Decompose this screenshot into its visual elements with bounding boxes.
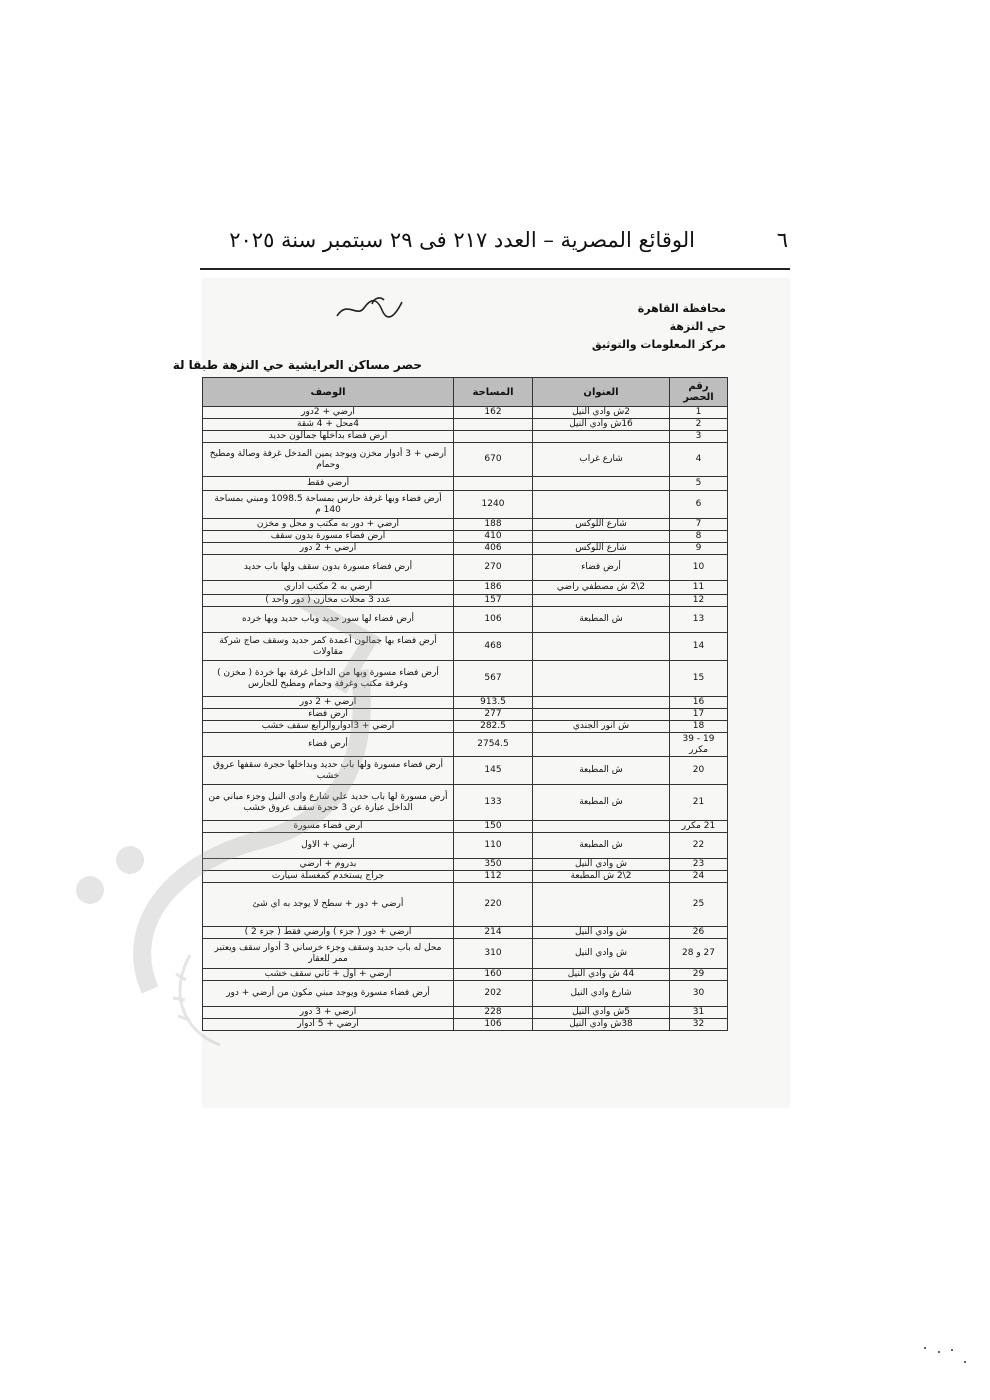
row-description-cell: أرض فضاء مسورة وبها من الداخل غرفة بها خردة ( مخزن ) وغرفة مكتب وغرفة وحمام ومطبخ للحارس	[203, 661, 454, 697]
row-description-cell: أرض فضاء مسورة	[203, 821, 454, 833]
row-area-cell: 150	[454, 821, 533, 833]
row-number-cell: 15	[670, 661, 728, 697]
row-address-cell: أرض فضاء	[533, 555, 670, 581]
row-address-cell: 38ش وادي النيل	[533, 1019, 670, 1031]
row-description-cell: أرضي + 3أدواروالرابع سقف خشب	[203, 721, 454, 733]
row-address-cell	[533, 595, 670, 607]
table-row	[203, 407, 728, 419]
page-number: ٦	[776, 228, 788, 252]
row-description-cell: أرض فضاء مسورة ويوجد مبني مكون من أرضي + دور	[203, 981, 454, 1007]
row-area-cell: 310	[454, 939, 533, 969]
row-address-cell: شارع اللوكس	[533, 543, 670, 555]
gazette-title: الوقائع المصرية – العدد ٢١٧ فى ٢٩ سبتمبر سنة ٢٠٢٥	[229, 228, 695, 252]
row-number-cell: 20	[670, 757, 728, 785]
row-description-cell: أرضي + دور به مكتب و محل و مخزن	[203, 519, 454, 531]
row-area-cell: 270	[454, 555, 533, 581]
table-row	[203, 491, 728, 519]
row-area-cell: 110	[454, 833, 533, 859]
row-description-cell: أرضي + الاول	[203, 833, 454, 859]
row-description-cell: بدروم + أرضي	[203, 859, 454, 871]
row-description-cell: عدد 3 محلات مخازن ( دور واحد )	[203, 595, 454, 607]
table-row	[203, 431, 728, 443]
org-center: مركز المعلومات والتوثيق	[591, 338, 726, 351]
table-row	[203, 543, 728, 555]
row-area-cell	[454, 431, 533, 443]
row-description-cell: أرضي + 2دور	[203, 407, 454, 419]
row-area-cell: 220	[454, 883, 533, 927]
row-description-cell: أرض فضاء بها جمالون أعمدة كمر حديد وسقف صاج شركة مقاولات	[203, 633, 454, 661]
row-area-cell: 112	[454, 871, 533, 883]
row-address-cell: 2ش وادي النيل	[533, 407, 670, 419]
row-number-cell: 21	[670, 785, 728, 821]
row-description-cell: أرضي + دور + سطح لا يوجد به اي شئ	[203, 883, 454, 927]
row-number-cell: 21 مكرر	[670, 821, 728, 833]
row-address-cell: ش وادي النيل	[533, 859, 670, 871]
row-address-cell: شارع غراب	[533, 443, 670, 477]
row-area-cell: 670	[454, 443, 533, 477]
row-area-cell: 410	[454, 531, 533, 543]
row-description-cell: أرض فضاء وبها غرفة حارس بمساحة 1098.5 ومبني بمساحة 140 م	[203, 491, 454, 519]
row-number-cell: 11	[670, 581, 728, 595]
row-description-cell: أرض مسورة لها باب حديد علي شارع وادي النيل وجزء مباني من الداخل عبارة عن 3 حجرة سقف عروق خشب	[203, 785, 454, 821]
row-description-cell: أرضي فقط	[203, 477, 454, 491]
gazette-header	[200, 222, 790, 270]
row-number-cell: 19 - 39 مكرر	[670, 733, 728, 757]
row-area-cell: 277	[454, 709, 533, 721]
row-number-cell: 23	[670, 859, 728, 871]
table-row	[203, 477, 728, 491]
row-number-cell: 7	[670, 519, 728, 531]
row-description-cell: أرضي + 2 دور	[203, 697, 454, 709]
row-area-cell: 162	[454, 407, 533, 419]
row-number-cell: 31	[670, 1007, 728, 1019]
row-number-cell: 26	[670, 927, 728, 939]
row-number-cell: 12	[670, 595, 728, 607]
row-area-cell: 157	[454, 595, 533, 607]
row-area-cell: 228	[454, 1007, 533, 1019]
row-number-cell: 17	[670, 709, 728, 721]
org-district: حي النزهة	[669, 320, 726, 333]
scan-marks	[917, 1338, 977, 1378]
row-address-cell	[533, 477, 670, 491]
header-area: المساحة	[454, 378, 533, 407]
row-area-cell: 350	[454, 859, 533, 871]
row-address-cell: ش المطبعة	[533, 785, 670, 821]
row-number-cell: 10	[670, 555, 728, 581]
row-area-cell: 282.5	[454, 721, 533, 733]
row-area-cell: 106	[454, 1019, 533, 1031]
row-number-cell: 29	[670, 969, 728, 981]
wreath-emblem	[160, 950, 240, 1050]
row-number-cell: 25	[670, 883, 728, 927]
row-area-cell: 2754.5	[454, 733, 533, 757]
row-address-cell: ش المطبعة	[533, 757, 670, 785]
row-number-cell: 24	[670, 871, 728, 883]
row-description-cell: جراج يستخدم كمغسلة سيارت	[203, 871, 454, 883]
row-description-cell: أرضي + 3 دور	[203, 1007, 454, 1019]
row-description-cell: أرض فضاء مسورة بدون سقف ولها باب حديد	[203, 555, 454, 581]
row-area-cell: 567	[454, 661, 533, 697]
row-address-cell	[533, 883, 670, 927]
row-number-cell: 16	[670, 697, 728, 709]
row-description-cell: أرض فضاء	[203, 733, 454, 757]
row-address-cell: 44 ش وادي النيل	[533, 969, 670, 981]
row-area-cell: 913.5	[454, 697, 533, 709]
row-number-cell: 3	[670, 431, 728, 443]
row-address-cell: ش المطبعة	[533, 607, 670, 633]
row-description-cell: أرضي + 2 دور	[203, 543, 454, 555]
row-address-cell: شارع وادي النيل	[533, 981, 670, 1007]
table-header-row	[203, 378, 728, 407]
row-address-cell	[533, 531, 670, 543]
table-row	[203, 531, 728, 543]
table-row	[203, 1019, 728, 1031]
row-number-cell: 13	[670, 607, 728, 633]
row-number-cell: 2	[670, 419, 728, 431]
row-description-cell: أرض فضاء لها سور حديد وباب حديد وبها خرده	[203, 607, 454, 633]
header-description: الوصف	[203, 378, 454, 407]
row-description-cell: أرضي + 5 أدوار	[203, 1019, 454, 1031]
row-area-cell: 188	[454, 519, 533, 531]
row-description-cell: محل له باب حديد وسقف وجزء خرساني 3 أدوار سقف ويعتبر ممر للعقار	[203, 939, 454, 969]
row-number-cell: 18	[670, 721, 728, 733]
row-area-cell: 160	[454, 969, 533, 981]
row-area-cell: 145	[454, 757, 533, 785]
row-address-cell	[533, 633, 670, 661]
row-address-cell	[533, 733, 670, 757]
table-row	[203, 519, 728, 531]
row-number-cell: 32	[670, 1019, 728, 1031]
row-description-cell: أرضي + أول + ثاني سقف خشب	[203, 969, 454, 981]
row-address-cell: 2\2 ش المطبعة	[533, 871, 670, 883]
report-title: حصر مساكن العرايشية حي النزهة طبقا لة	[172, 358, 422, 372]
row-address-cell	[533, 821, 670, 833]
organization-block	[592, 300, 726, 354]
row-number-cell: 14	[670, 633, 728, 661]
row-area-cell: 1240	[454, 491, 533, 519]
row-description-cell: أرض فضاء مسورة بدون سقف	[203, 531, 454, 543]
header-address: العنوان	[533, 378, 670, 407]
row-address-cell	[533, 491, 670, 519]
table-row	[203, 419, 728, 431]
row-description-cell: أرضي به 2 مكتب اداري	[203, 581, 454, 595]
row-area-cell: 106	[454, 607, 533, 633]
row-number-cell: 9	[670, 543, 728, 555]
signature	[332, 288, 412, 328]
org-governorate: محافظة القاهرة	[637, 302, 726, 315]
header-num: رقم الحصر	[670, 378, 728, 407]
row-description-cell: 4محل + 4 شقة	[203, 419, 454, 431]
row-number-cell: 8	[670, 531, 728, 543]
row-description-cell: أرض فضاء مسورة ولها باب حديد وبداخلها حجرة سقفها عروق خشب	[203, 757, 454, 785]
table-row	[203, 443, 728, 477]
row-number-cell: 5	[670, 477, 728, 491]
row-number-cell: 30	[670, 981, 728, 1007]
row-address-cell: 16ش وادي النيل	[533, 419, 670, 431]
row-area-cell: 406	[454, 543, 533, 555]
row-address-cell	[533, 661, 670, 697]
row-description-cell: أرض فضاء	[203, 709, 454, 721]
row-number-cell: 6	[670, 491, 728, 519]
row-description-cell: أرضي + 3 أدوار مخزن ويوجد يمين المدخل غرفة وصالة ومطبخ وحمام	[203, 443, 454, 477]
row-number-cell: 4	[670, 443, 728, 477]
row-address-cell: ش وادي النيل	[533, 939, 670, 969]
row-number-cell: 22	[670, 833, 728, 859]
row-address-cell	[533, 697, 670, 709]
row-address-cell: 2\2 ش مصطفي راضي	[533, 581, 670, 595]
row-area-cell: 468	[454, 633, 533, 661]
row-number-cell: 1	[670, 407, 728, 419]
row-address-cell	[533, 709, 670, 721]
row-description-cell: أرضي + دور ( جزء ) وأرضي فقط ( جزء 2 )	[203, 927, 454, 939]
row-address-cell: ش أنور الجندي	[533, 721, 670, 733]
row-area-cell	[454, 419, 533, 431]
row-area-cell: 133	[454, 785, 533, 821]
row-address-cell: شارع اللوكس	[533, 519, 670, 531]
row-number-cell: 27 و 28	[670, 939, 728, 969]
row-area-cell: 214	[454, 927, 533, 939]
row-address-cell: ش وادي النيل	[533, 927, 670, 939]
row-area-cell: 186	[454, 581, 533, 595]
row-area-cell: 202	[454, 981, 533, 1007]
row-area-cell	[454, 477, 533, 491]
row-address-cell	[533, 431, 670, 443]
row-address-cell: 5ش وادي النيل	[533, 1007, 670, 1019]
row-address-cell: ش المطبعة	[533, 833, 670, 859]
row-description-cell: أرض فضاء بداخلها جمالون حديد	[203, 431, 454, 443]
